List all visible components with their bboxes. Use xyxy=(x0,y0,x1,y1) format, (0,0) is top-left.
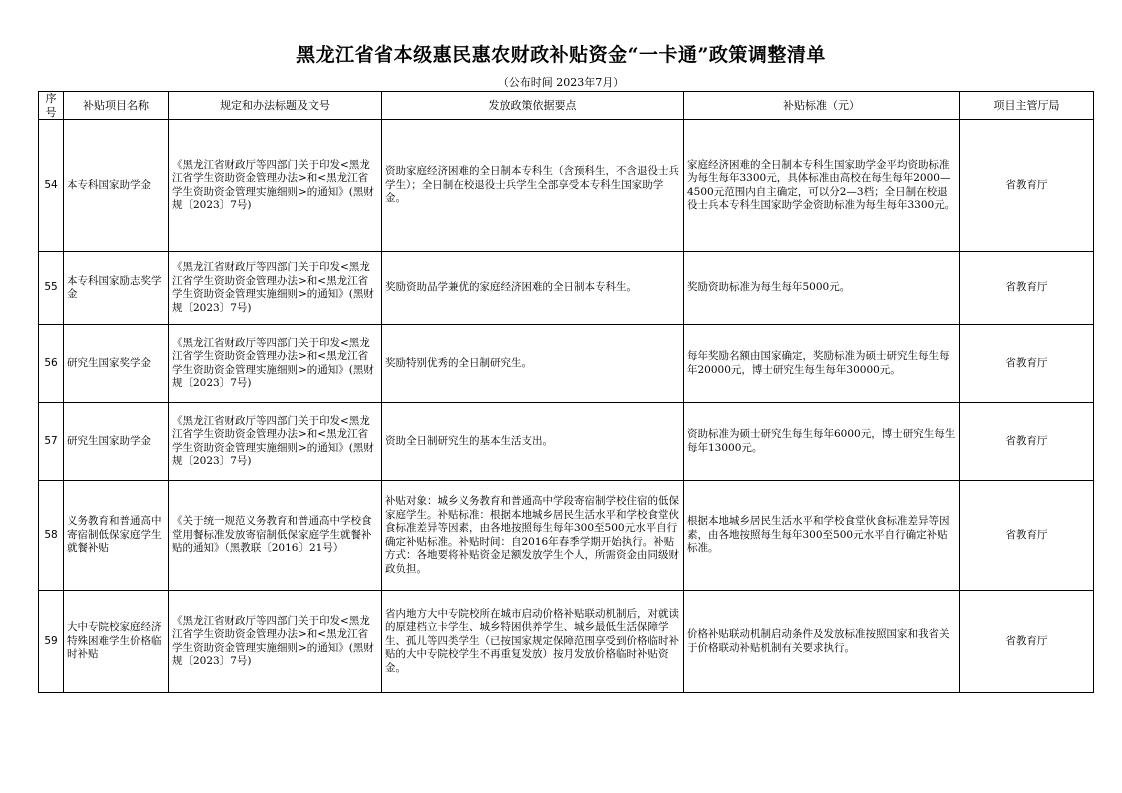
row-department: 省教育厅 xyxy=(960,403,1094,481)
table-row xyxy=(39,403,1094,481)
row-subsidy-standard: 奖励资助标准为每生每年5000元。 xyxy=(684,252,960,325)
row-seq: 57 xyxy=(39,403,64,481)
row-document-title: 《黑龙江省财政厅等四部门关于印发<黑龙江省学生资助资金管理办法>和<黑龙江省学生资助资金管理实施细则>的通知》(黑财规〔2023〕7号) xyxy=(169,120,382,252)
document-title: 黑龙江省省本级惠民惠农财政补贴资金“一卡通”政策调整清单 xyxy=(296,44,826,66)
row-department: 省教育厅 xyxy=(960,325,1094,403)
row-subsidy-standard: 家庭经济困难的全日制本专科生国家助学金平均资助标准为每生每年3300元，具体标准由高校在每生每年2000—4500元范围内自主确定，可以分2—3档；全日制在校退役士兵本专科生国家助学金资助标准为每生每年3300元。 xyxy=(684,120,960,252)
header-subsidy-standard: 补贴标准（元） xyxy=(684,92,960,120)
header-department: 项目主管厅局 xyxy=(960,92,1094,120)
row-seq: 58 xyxy=(39,481,64,591)
row-document-title: 《黑龙江省财政厅等四部门关于印发<黑龙江省学生资助资金管理办法>和<黑龙江省学生资助资金管理实施细则>的通知》(黑财规〔2023〕7号) xyxy=(169,252,382,325)
row-policy-basis: 省内地方大中专院校所在城市启动价格补贴联动机制后，对就读的原建档立卡学生、城乡特困供养学生、城乡最低生活保障学生、孤儿等四类学生（已按国家规定保障范围享受到价格临时补贴的大中专院校学生不再重复发放）按月发放价格临时补贴资金。 xyxy=(382,591,684,693)
table-header-row xyxy=(39,92,1094,120)
row-department: 省教育厅 xyxy=(960,481,1094,591)
row-project-name: 义务教育和普通高中寄宿制低保家庭学生就餐补贴 xyxy=(64,481,169,591)
row-subsidy-standard: 资助标准为硕士研究生每生每年6000元，博士研究生每生每年13000元。 xyxy=(684,403,960,481)
row-project-name: 研究生国家助学金 xyxy=(64,403,169,481)
row-document-title: 《黑龙江省财政厅等四部门关于印发<黑龙江省学生资助资金管理办法>和<黑龙江省学生资助资金管理实施细则>的通知》(黑财规〔2023〕7号) xyxy=(169,591,382,693)
row-subsidy-standard: 每年奖励名额由国家确定，奖励标准为硕士研究生每生每年20000元，博士研究生每生每年30000元。 xyxy=(684,325,960,403)
row-seq: 54 xyxy=(39,120,64,252)
table-row xyxy=(39,481,1094,591)
row-department: 省教育厅 xyxy=(960,591,1094,693)
row-seq: 59 xyxy=(39,591,64,693)
row-subsidy-standard: 根据本地城乡居民生活水平和学校食堂伙食标准差异等因素，由各地按照每生每年300至500元水平自行确定补贴标准。 xyxy=(684,481,960,591)
row-project-name: 本专科国家励志奖学金 xyxy=(64,252,169,325)
row-policy-basis: 补贴对象：城乡义务教育和普通高中学段寄宿制学校住宿的低保家庭学生。补贴标准：根据本地城乡居民生活水平和学校食堂伙食标准差异等因素，由各地按照每生每年300至500元水平自行确定补贴标准。补贴时间：自2016年春季学期开始执行。补贴方式：各地要将补贴资金足额发放学生个人，所需资金由同级财政负担。 xyxy=(382,481,684,591)
row-document-title: 《关于统一规范义务教育和普通高中学校食堂用餐标准发放寄宿制低保家庭学生就餐补贴的通知》（黑教联〔2016〕21号） xyxy=(169,481,382,591)
header-seq: 序号 xyxy=(39,92,64,120)
row-project-name: 研究生国家奖学金 xyxy=(64,325,169,403)
row-department: 省教育厅 xyxy=(960,252,1094,325)
publish-date: （公布时间 2023年7月） xyxy=(497,76,625,89)
header-document-title: 规定和办法标题及文号 xyxy=(169,92,382,120)
row-project-name: 本专科国家助学金 xyxy=(64,120,169,252)
table-row xyxy=(39,325,1094,403)
row-document-title: 《黑龙江省财政厅等四部门关于印发<黑龙江省学生资助资金管理办法>和<黑龙江省学生资助资金管理实施细则>的通知》(黑财规〔2023〕7号) xyxy=(169,325,382,403)
row-seq: 56 xyxy=(39,325,64,403)
header-policy-basis: 发放政策依据要点 xyxy=(382,92,684,120)
row-policy-basis: 资助家庭经济困难的全日制本专科生（含预科生，不含退役士兵学生）；全日制在校退役士兵学生全部享受本专科生国家助学金。 xyxy=(382,120,684,252)
row-project-name: 大中专院校家庭经济特殊困难学生价格临时补贴 xyxy=(64,591,169,693)
table-row xyxy=(39,120,1094,252)
policy-table xyxy=(38,91,1094,693)
row-seq: 55 xyxy=(39,252,64,325)
row-policy-basis: 资助全日制研究生的基本生活支出。 xyxy=(382,403,684,481)
row-subsidy-standard: 价格补贴联动机制启动条件及发放标准按照国家和我省关于价格联动补贴机制有关要求执行。 xyxy=(684,591,960,693)
table-row xyxy=(39,591,1094,693)
table-row xyxy=(39,252,1094,325)
header-project-name: 补贴项目名称 xyxy=(64,92,169,120)
row-department: 省教育厅 xyxy=(960,120,1094,252)
row-document-title: 《黑龙江省财政厅等四部门关于印发<黑龙江省学生资助资金管理办法>和<黑龙江省学生资助资金管理实施细则>的通知》(黑财规〔2023〕7号) xyxy=(169,403,382,481)
row-policy-basis: 奖励特别优秀的全日制研究生。 xyxy=(382,325,684,403)
row-policy-basis: 奖励资助品学兼优的家庭经济困难的全日制本专科生。 xyxy=(382,252,684,325)
